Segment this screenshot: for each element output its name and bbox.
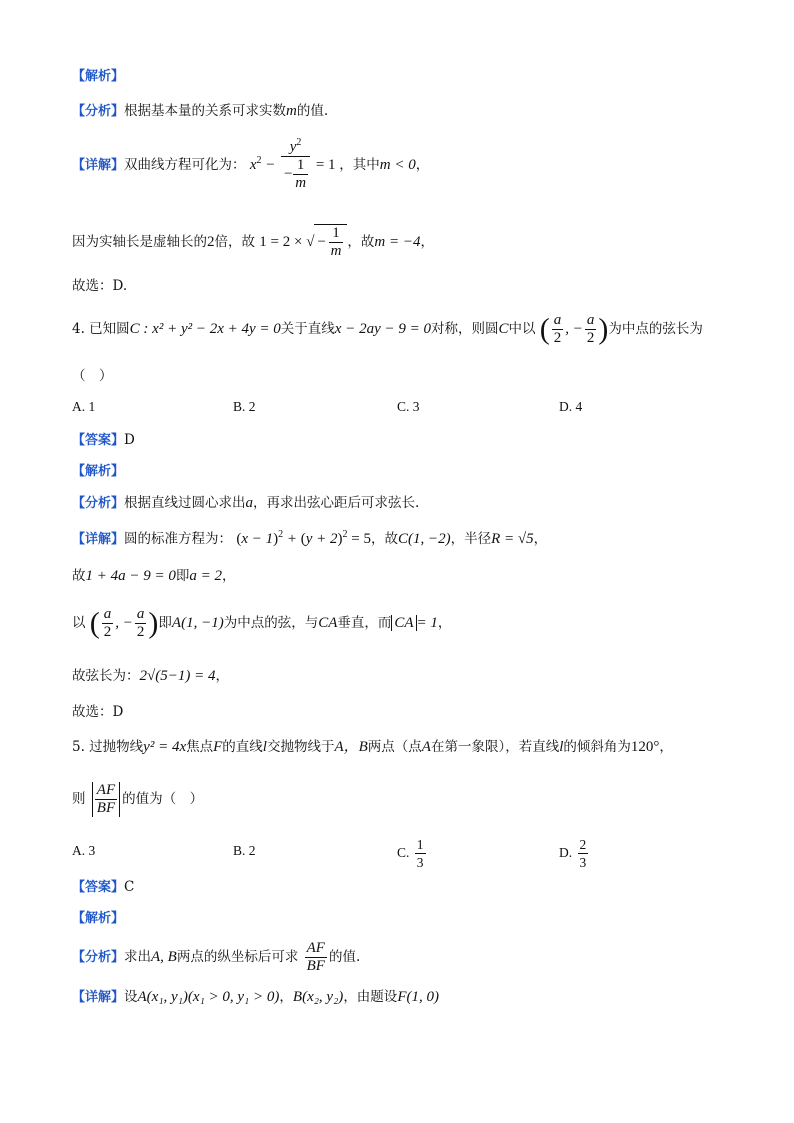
q5-ratio-fraction: $\frac{AF}{BF}$: [92, 782, 120, 817]
q4-option-a: A. 1: [72, 399, 96, 414]
q5-detail-line: 【详解】设A(x₁, y₁)(x₁ > 0, y₁ > 0)，B(x₂, y₂)，由题设F(1, 0): [72, 989, 439, 1005]
q4-option-b: B. 2: [233, 399, 256, 414]
q4-midpoint: ( $\frac{a}{2}$ , − $\frac{a}{2}$ ): [539, 312, 609, 347]
q5-option-a: A. 3: [72, 843, 96, 858]
q4-standard-equation: $(x - 1)^2 + (y + 2)^2 = 5$: [236, 529, 371, 547]
q3-detail-line: 【详解】双曲线方程可化为： $x^2$ − $y^2$ − $\frac{1}{m}$ = 1 ，其中m < 0，: [72, 137, 430, 192]
q4-detail-line-2: 故1 + 4a − 9 = 0即a = 2，: [72, 568, 236, 584]
q5-stem-line-2: 则 $\frac{AF}{BF}$ 的值为（ ）: [72, 782, 204, 816]
q4-stem-blank: （ ）: [72, 368, 113, 384]
q5-option-c: C. $\frac{1}{3}$: [397, 837, 424, 871]
q3-hyperbola-equation: $x^2$ − $y^2$ − $\frac{1}{m}$ = 1: [249, 137, 336, 192]
q5-answer-line: 【答案】C: [72, 879, 135, 895]
q4-midpoint-repeat: ( $\frac{a}{2}$ , − $\frac{a}{2}$ ): [89, 606, 159, 641]
q4-option-d: D. 4: [559, 399, 583, 414]
q5-option-b: B. 2: [233, 843, 256, 858]
q5-analysis-fraction: $\frac{AF}{BF}$: [306, 940, 325, 974]
q3-axis-relation: 1 = 2 × √ − $\frac{1}{m}$: [259, 234, 347, 250]
q4-stem: 4. 已知圆C : x² + y² − 2x + 4y = 0关于直线x − 2ay − 9 = 0对称，则圆C中以 ( $\frac{a}{2}$ , − $\frac{a}{2}$ )为中点的弦长为: [72, 312, 703, 347]
q3-analysis-heading: 【解析】: [72, 69, 125, 84]
q5-option-d: D. $\frac{2}{3}$: [559, 837, 587, 871]
q3-choice: 故选：D.: [72, 278, 128, 294]
q5-breakdown-line: 【分析】求出A, B两点的纵坐标后可求 $\frac{AF}{BF}$ 的值.: [72, 940, 361, 974]
q4-analysis-heading: 【解析】: [72, 464, 125, 479]
q4-breakdown-line: 【分析】根据直线过圆心求出a，再求出弦心距后可求弦长.: [72, 495, 420, 511]
q4-answer-line: 【答案】D: [72, 432, 135, 448]
q4-detail-line-4: 故弦长为：2√(5−1) = 4，: [72, 668, 229, 684]
q4-detail-line-3: 以 ( $\frac{a}{2}$ , − $\frac{a}{2}$ )即A(1, −1)为中点的弦，与CA垂直，而 CA = 1，: [72, 606, 452, 641]
q3-detail-line-2: 因为实轴长是虚轴长的2倍，故 1 = 2 × √ − $\frac{1}{m}$ ，故m = −4，: [72, 225, 434, 260]
q4-choice: 故选：D: [72, 704, 124, 720]
q4-detail-line: 【详解】圆的标准方程为： $(x - 1)^2 + (y + 2)^2 = 5$，故C(1, −2)，半径R = √5，: [72, 529, 548, 547]
q5-analysis-heading: 【解析】: [72, 911, 125, 926]
q4-option-c: C. 3: [397, 399, 420, 414]
q5-stem: 5. 过抛物线y² = 4x焦点F的直线l交抛物线于A，B两点（点A在第一象限），若直线l的倾斜角为120°，: [72, 739, 673, 755]
q3-breakdown-line: 【分析】根据基本量的关系可求实数m的值.: [72, 103, 329, 119]
